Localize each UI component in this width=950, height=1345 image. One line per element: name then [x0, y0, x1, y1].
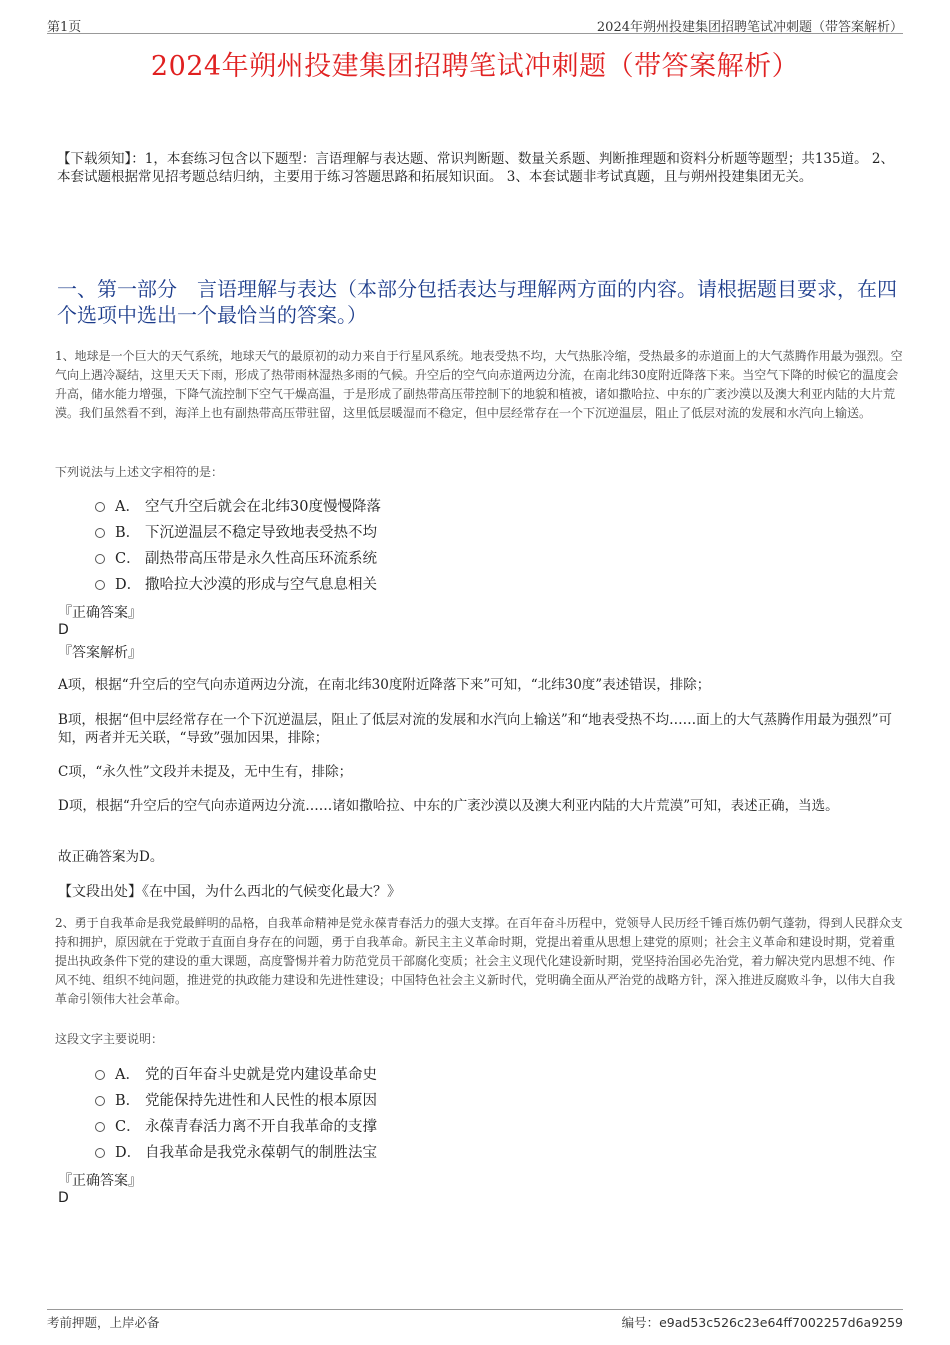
q1-conclusion: 故正确答案为D。	[58, 849, 164, 865]
q2-option-d[interactable]: D． 自我革命是我党永葆朝气的制胜法宝	[95, 1141, 695, 1167]
q2-options	[95, 1063, 695, 1167]
document-title: 2024年朔州投建集团招聘笔试冲刺题（带答案解析）	[150, 51, 800, 82]
q1-analysis-a: A项，根据“升空后的空气向赤道两边分流，在南北纬30度附近降落下来”可知，“北纬30度”表述错误，排除；	[58, 677, 711, 693]
radio-icon[interactable]	[95, 1070, 105, 1080]
q1-analysis-label: 『答案解析』	[58, 645, 142, 661]
q1-answer: D	[58, 622, 69, 638]
q1-question: 下列说法与上述文字相符的是：	[55, 465, 224, 479]
q1-option-b[interactable]: B． 下沉逆温层不稳定导致地表受热不均	[95, 521, 695, 547]
page-header	[47, 14, 903, 34]
footer-divider	[47, 1309, 903, 1310]
q2-passage: 2、勇于自我革命是我党最鲜明的品格，自我革命精神是党永葆青春活力的强大支撑。在百年奋斗历程中，党领导人民历经千锤百炼仍朝气蓬勃，得到人民群众支持和拥护，原因就在于党敢于直面自身存在的问题，勇于自我革命。新民主主义革命时期，党提出着重从思想上建党的原则；社会主义革命和建设时期，党着重提出执政条件下党的建设的重大课题，高度警惕并着力防范党员干部腐化变质；社会主义现代化建设新时期，党坚持治国必先治党，着力解决党内思想不纯、作风不纯、组织不纯问题，推进党的执政能力建设和先进性建设；中国特色社会主义新时代，党明确全面从严治党的战略方针，深入推进反腐败斗争，以伟大自我革命引领伟大社会革命。	[55, 916, 903, 1006]
header-divider	[47, 33, 903, 34]
q1-option-c[interactable]: C． 副热带高压带是永久性高压环流系统	[95, 547, 695, 573]
radio-icon[interactable]	[95, 1096, 105, 1106]
q2-question: 这段文字主要说明：	[55, 1032, 164, 1046]
radio-icon[interactable]	[95, 1148, 105, 1158]
section-heading: 一、第一部分 言语理解与表达（本部分包括表达与理解两方面的内容。请根据题目要求，在四个选项中选出一个最恰当的答案。）	[57, 277, 897, 327]
q1-options	[95, 495, 695, 599]
radio-icon[interactable]	[95, 554, 105, 564]
q1-option-a[interactable]: A． 空气升空后就会在北纬30度慢慢降落	[95, 495, 695, 521]
q1-analysis-b: B项，根据“但中层经常存在一个下沉逆温层，阻止了低层对流的发展和水汽向上输送”和“地表受热不均……面上的大气蒸腾作用最为强烈”可知，两者并无关联，“导致”强加因果，排除；	[58, 712, 893, 746]
q2-answer-label: 『正确答案』	[58, 1173, 142, 1189]
radio-icon[interactable]	[95, 580, 105, 590]
q1-answer-label: 『正确答案』	[58, 605, 142, 621]
q1-passage: 1、地球是一个巨大的天气系统，地球天气的最原初的动力来自于行星风系统。地表受热不均，大气热胀冷缩，受热最多的赤道面上的大气蒸腾作用最为强烈。空气向上遇冷凝结，这里天天下雨，形成了热带雨林湿热多雨的气候。升空后的空气向赤道两边分流，在南北纬30度附近降落下来。当空气下降的时候它的温度会升高，储水能力增强，下降气流控制下空气干燥高温，于是形成了副热带高压带控制下的地貌和植被，诸如撒哈拉、中东的广袤沙漠以及澳大利亚内陆的大片荒漠。我们虽然看不到，海洋上也有副热带高压带驻留，这里低层暖湿而不稳定，但中层经常存在一个下沉逆温层，阻止了低层对流的发展和水汽向上输送。	[55, 349, 903, 420]
footer-slogan: 考前押题，上岸必备	[47, 1315, 160, 1330]
q1-analysis-c: C项，“永久性”文段并未提及，无中生有，排除；	[58, 764, 353, 780]
q2-option-c[interactable]: C． 永葆青春活力离不开自我革命的支撑	[95, 1115, 695, 1141]
q1-source: 【文段出处】《在中国，为什么西北的气候变化最大？》	[58, 884, 401, 900]
page-number: 第1页	[47, 20, 82, 35]
q1-option-d[interactable]: D． 撒哈拉大沙漠的形成与空气息息相关	[95, 573, 695, 599]
header-doc-title: 2024年朔州投建集团招聘笔试冲刺题（带答案解析）	[596, 20, 903, 35]
radio-icon[interactable]	[95, 528, 105, 538]
radio-icon[interactable]	[95, 502, 105, 512]
q2-answer: D	[58, 1190, 69, 1206]
radio-icon[interactable]	[95, 1122, 105, 1132]
download-notice: 【下载须知】：1，本套练习包含以下题型：言语理解与表达题、常识判断题、数量关系题、判断推理题和资料分析题等题型；共135道。 2、本套试题根据常见招考题总结归纳，主要用于练习答题思路和拓展知识面。 3、本套试题非考试真题，且与朔州投建集团无关。	[57, 151, 894, 185]
page-footer	[47, 1313, 903, 1333]
footer-code: 编号：e9ad53c526c23e64ff7002257d6a9259	[621, 1315, 903, 1330]
q1-analysis-d: D项，根据“升空后的空气向赤道两边分流……诸如撒哈拉、中东的广袤沙漠以及澳大利亚内陆的大片荒漠”可知，表述正确，当选。	[58, 798, 839, 814]
q2-option-a[interactable]: A． 党的百年奋斗史就是党内建设革命史	[95, 1063, 695, 1089]
q2-option-b[interactable]: B． 党能保持先进性和人民性的根本原因	[95, 1089, 695, 1115]
